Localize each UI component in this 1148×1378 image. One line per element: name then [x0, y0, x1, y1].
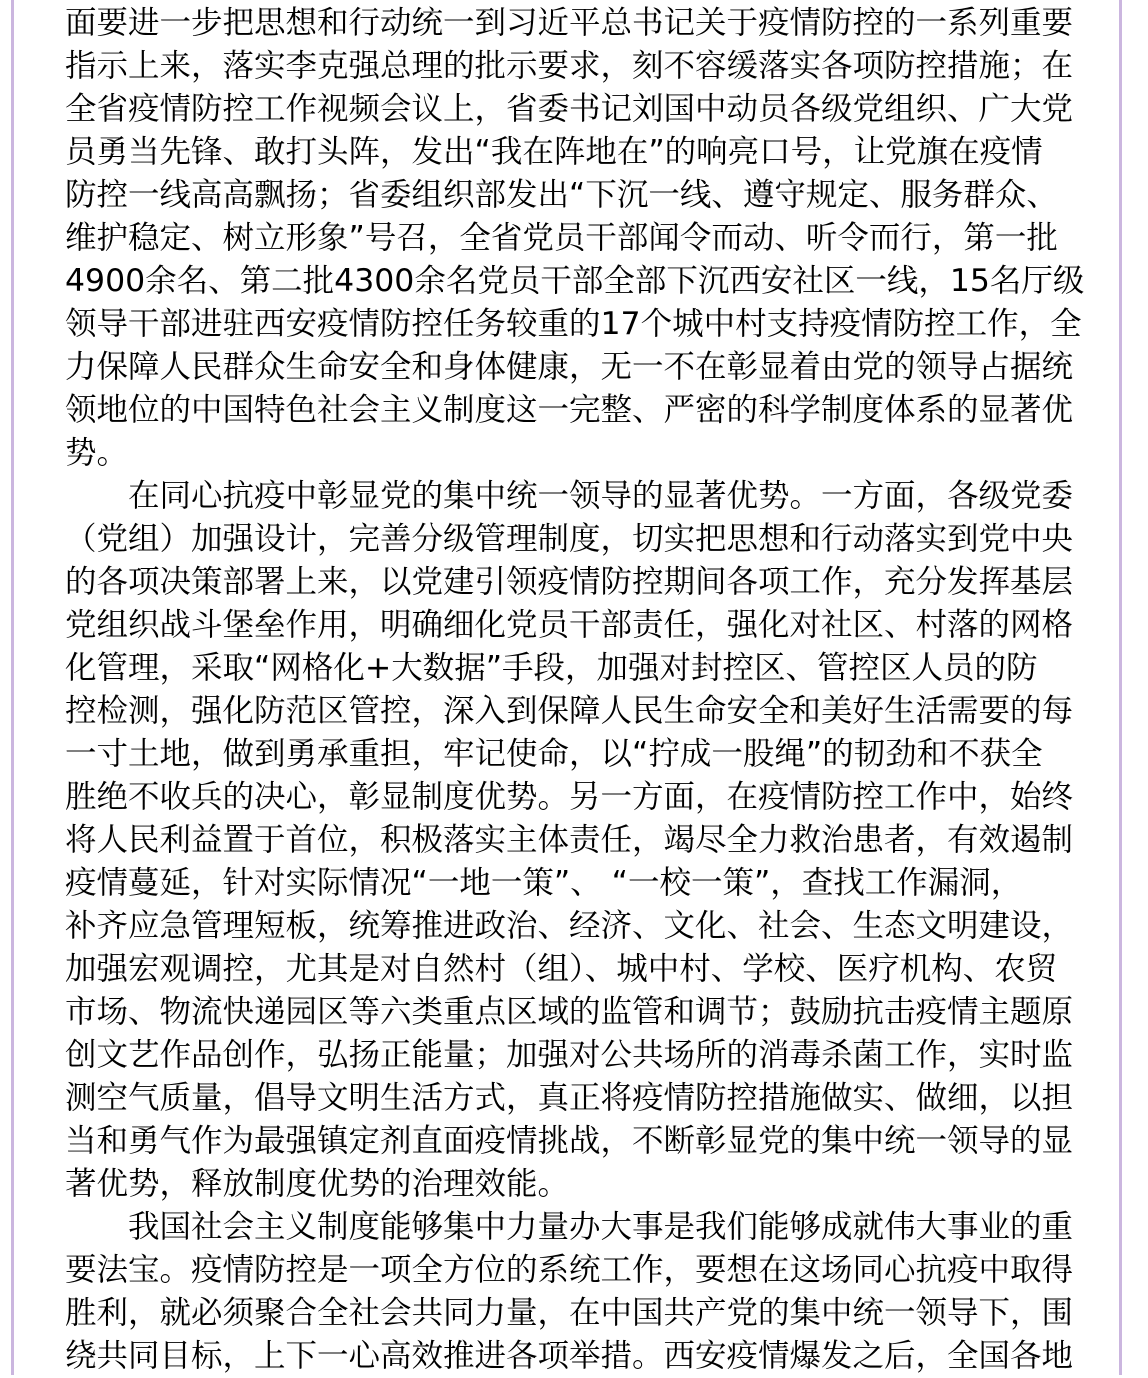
- text-line: 的各项决策部署上来，以党建引领疫情防控期间各项工作，充分发挥基层: [65, 564, 1074, 600]
- text-line: 全省疫情防控工作视频会议上，省委书记刘国中动员各级党组织、广大党: [65, 91, 1074, 127]
- text-line: 力保障人民群众生命安全和身体健康，无一不在彰显着由党的领导占据统: [65, 349, 1074, 385]
- text-line: 绕共同目标，上下一心高效推进各项举措。西安疫情爆发之后，全国各地: [65, 1338, 1074, 1374]
- text-line: 面要进一步把思想和行动统一到习近平总书记关于疫情防控的一系列重要: [65, 5, 1074, 41]
- left-page-rule: [11, 0, 14, 1375]
- text-line: 员勇当先锋、敢打头阵，发出“我在阵地在”的响亮口号，让党旗在疫情: [65, 134, 1043, 170]
- text-line: 化管理，采取“网格化+大数据”手段，加强对封控区、管控区人员的防: [65, 650, 1038, 686]
- text-line: 将人民利益置于首位，积极落实主体责任，竭尽全力救治患者，有效遏制: [65, 822, 1074, 858]
- paragraph: [65, 2, 1110, 475]
- text-line: 要法宝。疫情防控是一项全方位的系统工作，要想在这场同心抗疫中取得: [65, 1252, 1074, 1288]
- text-line: 胜绝不收兵的决心，彰显制度优势。另一方面，在疫情防控工作中，始终: [65, 779, 1074, 815]
- text-line: 著优势，释放制度优势的治理效能。: [65, 1166, 570, 1202]
- text-line: 疫情蔓延，针对实际情况“一地一策”、 “一校一策”，查找工作漏洞，: [65, 865, 1023, 901]
- text-line: 当和勇气作为最强镇定剂直面疫情挑战，不断彰显党的集中统一领导的显: [65, 1123, 1074, 1159]
- text-line: 4900余名、第二批4300余名党员干部全部下沉西安社区一线，15名厅级: [65, 263, 1085, 299]
- text-line: 补齐应急管理短板，统筹推进政治、经济、文化、社会、生态文明建设，: [65, 908, 1074, 944]
- text-line: 领导干部进驻西安疫情防控任务较重的17个城中村支持疫情防控工作，全: [65, 306, 1082, 342]
- text-line: 我国社会主义制度能够集中力量办大事是我们能够成就伟大事业的重: [128, 1209, 1074, 1245]
- text-line: 测空气质量，倡导文明生活方式，真正将疫情防控措施做实、做细，以担: [65, 1080, 1074, 1116]
- text-line: 一寸土地，做到勇承重担，牢记使命，以“拧成一股绳”的韧劲和不获全: [65, 736, 1043, 772]
- text-line: 势。: [65, 435, 129, 471]
- text-line: 胜利，就必须聚合全社会共同力量，在中国共产党的集中统一领导下，围: [65, 1295, 1074, 1331]
- text-line: 在同心抗疫中彰显党的集中统一领导的显著优势。一方面，各级党委: [128, 478, 1074, 514]
- text-line: 防控一线高高飘扬；省委组织部发出“下沉一线、遵守规定、服务群众、: [65, 177, 1058, 213]
- text-line: 加强宏观调控，尤其是对自然村（组）、城中村、学校、医疗机构、农贸: [65, 951, 1058, 987]
- text-line: 党组织战斗堡垒作用，明确细化党员干部责任，强化对社区、村落的网格: [65, 607, 1074, 643]
- text-line: 市场、物流快递园区等六类重点区域的监管和调节；鼓励抗击疫情主题原: [65, 994, 1074, 1030]
- text-line: 创文艺作品创作，弘扬正能量；加强对公共场所的消毒杀菌工作，实时监: [65, 1037, 1074, 1073]
- text-line: （党组）加强设计，完善分级管理制度，切实把思想和行动落实到党中央: [65, 521, 1074, 557]
- article-text: [65, 2, 1110, 1378]
- right-page-rule: [1119, 0, 1122, 1375]
- paragraph: [65, 475, 1110, 1206]
- text-line: 指示上来，落实李克强总理的批示要求，刻不容缓落实各项防控措施；在: [65, 48, 1074, 84]
- text-line: 控检测，强化防范区管控，深入到保障人民生命安全和美好生活需要的每: [65, 693, 1074, 729]
- text-line: 维护稳定、树立形象”号召，全省党员干部闻令而动、听令而行，第一批: [65, 220, 1058, 256]
- paragraph: [65, 1206, 1110, 1378]
- text-line: 领地位的中国特色社会主义制度这一完整、严密的科学制度体系的显著优: [65, 392, 1074, 428]
